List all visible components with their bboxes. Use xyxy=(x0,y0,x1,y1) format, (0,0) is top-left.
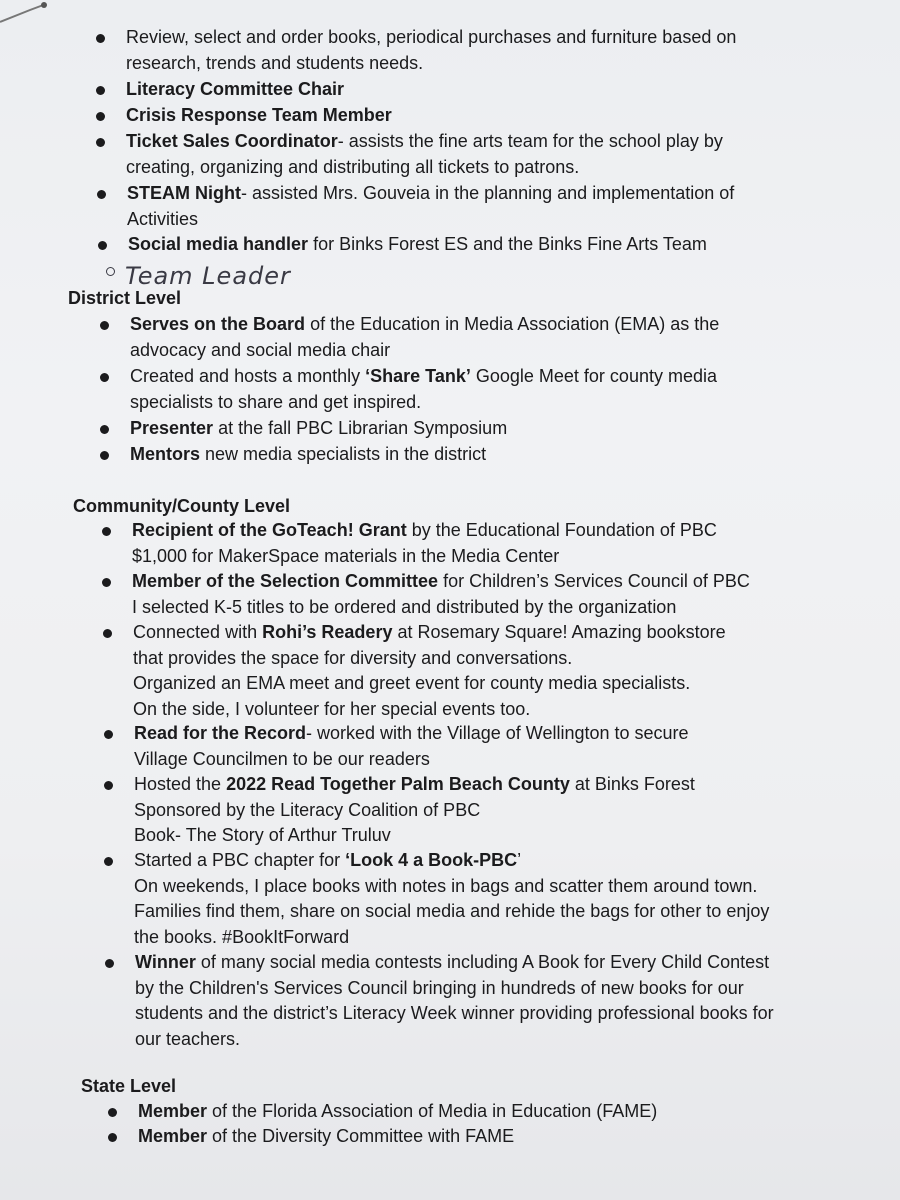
bold-text: Presenter xyxy=(130,418,214,438)
item-line xyxy=(138,1124,514,1150)
list-item xyxy=(134,772,695,849)
item-line xyxy=(132,569,750,595)
item-text: our teachers. xyxy=(135,1028,241,1049)
bold-text: Rohi’s Readery xyxy=(262,622,393,642)
bullet-icon xyxy=(98,241,107,250)
list-item xyxy=(138,1099,657,1125)
item-line xyxy=(134,823,695,849)
item-text: for Binks Forest ES and the Binks Fine Arts Team xyxy=(308,234,707,254)
bullet-icon xyxy=(96,112,105,121)
item-text: $1,000 for MakerSpace materials in the Media Center xyxy=(132,545,560,566)
bullet-icon xyxy=(105,959,114,968)
item-line xyxy=(134,874,769,900)
item-line xyxy=(130,338,719,364)
bold-text: Serves on the Board xyxy=(130,314,306,334)
item-text: Sponsored by the Literacy Coalition of PBC xyxy=(134,799,481,820)
bullet-icon xyxy=(104,857,113,866)
item-text: of the Florida Association of Media in Education (FAME) xyxy=(207,1101,658,1121)
item-line xyxy=(135,1027,774,1053)
list-item xyxy=(132,518,717,569)
bold-text: Literacy Committee Chair xyxy=(126,79,345,99)
item-line xyxy=(133,697,726,723)
item-line xyxy=(134,747,689,773)
item-line xyxy=(135,950,774,976)
item-text: Google Meet for county media xyxy=(470,366,717,386)
bullet-icon xyxy=(104,730,113,739)
bullet-icon xyxy=(108,1133,117,1142)
item-line xyxy=(127,207,734,233)
bullet-icon xyxy=(97,190,106,199)
item-text: Book- The Story of Arthur Truluv xyxy=(134,825,391,845)
item-line xyxy=(128,232,707,258)
item-line xyxy=(133,620,726,646)
list-item xyxy=(126,25,736,76)
district-heading: District Level xyxy=(68,288,182,308)
item-text: ’ xyxy=(517,850,522,870)
item-line xyxy=(126,25,736,51)
bold-text: Crisis Response Team Member xyxy=(126,105,392,125)
item-line xyxy=(132,595,750,621)
list-item xyxy=(130,364,717,415)
item-text: specialists to share and get inspired. xyxy=(130,391,422,412)
item-line xyxy=(135,1001,774,1027)
bold-text: Social media handler xyxy=(128,234,309,254)
item-text: of the Education in Media Association (EMA) as the xyxy=(305,314,720,334)
bullet-icon xyxy=(104,781,113,790)
list-item xyxy=(130,416,507,442)
item-text: Activities xyxy=(127,208,199,229)
list-item xyxy=(128,232,707,258)
item-text: of many social media contests including A Book for Every Child Contest xyxy=(195,952,770,972)
bold-text: Recipient of the GoTeach! Grant xyxy=(132,520,407,540)
bold-text: ‘Share Tank’ xyxy=(365,366,471,386)
list-item xyxy=(126,77,344,103)
item-text: at Binks Forest xyxy=(569,774,695,794)
bullet-icon xyxy=(96,86,105,95)
state-heading: State Level xyxy=(81,1076,177,1096)
item-line xyxy=(126,51,736,77)
item-text: advocacy and social media chair xyxy=(130,339,391,360)
item-line xyxy=(126,77,344,103)
item-line xyxy=(134,848,769,874)
list-item xyxy=(132,569,750,620)
item-text: by the Children's Services Council bringing in hundreds of new books for our xyxy=(135,977,744,998)
item-line xyxy=(130,312,719,338)
list-item xyxy=(138,1124,514,1150)
bold-text: Member xyxy=(138,1101,208,1121)
bold-text: Ticket Sales Coordinator xyxy=(126,131,338,151)
item-line xyxy=(132,544,717,570)
item-text: new media specialists in the district xyxy=(200,444,487,464)
item-text: at Rosemary Square! Amazing bookstore xyxy=(392,622,726,642)
bold-text: Read for the Record xyxy=(134,723,307,743)
list-item xyxy=(130,442,486,468)
item-text: for Children’s Services Council of PBC xyxy=(438,571,750,591)
item-text: Connected with xyxy=(133,622,263,642)
list-item xyxy=(130,312,719,363)
item-line xyxy=(130,390,717,416)
list-item xyxy=(134,848,769,950)
item-text: - assisted Mrs. Gouveia in the planning and implementation of xyxy=(241,183,735,203)
item-line xyxy=(126,103,392,129)
bullet-icon xyxy=(100,425,109,434)
bullet-icon xyxy=(102,527,111,536)
item-text: I selected K-5 titles to be ordered and distributed by the organization xyxy=(132,596,677,617)
list-item xyxy=(134,721,689,772)
item-text: Families find them, share on social media and rehide the bags for other to enjoy xyxy=(134,901,770,921)
item-line xyxy=(134,798,695,824)
item-text: of the Diversity Committee with FAME xyxy=(207,1126,515,1146)
item-text: On the side, I volunteer for her special events too. xyxy=(133,698,531,719)
bold-text: Member xyxy=(138,1126,208,1146)
item-line xyxy=(127,181,734,207)
item-line xyxy=(134,772,695,798)
item-text: at the fall PBC Librarian Symposium xyxy=(213,418,508,438)
list-item xyxy=(126,103,392,129)
item-line xyxy=(130,442,486,468)
bullet-icon xyxy=(100,451,109,460)
bold-text: 2022 Read Together Palm Beach County xyxy=(226,774,570,794)
item-text: Organized an EMA meet and greet event for county media specialists. xyxy=(133,673,691,693)
bullet-icon xyxy=(102,578,111,587)
bold-text: ‘Look 4 a Book-PBC xyxy=(345,850,518,870)
handwritten-text: Team Leader xyxy=(125,262,291,290)
bold-text: Member of the Selection Committee xyxy=(132,571,439,591)
item-line xyxy=(126,129,723,155)
bullet-icon xyxy=(100,321,109,330)
item-text: the books. #BookItForward xyxy=(134,926,350,947)
bold-text: STEAM Night xyxy=(127,183,241,203)
bullet-icon xyxy=(108,1108,117,1117)
list-item xyxy=(126,129,723,180)
item-line xyxy=(130,416,507,442)
item-line xyxy=(132,518,717,544)
item-text: - assists the fine arts team for the school play by xyxy=(337,131,723,151)
bullet-icon xyxy=(96,34,105,43)
item-line xyxy=(130,364,717,390)
item-text: - worked with the Village of Wellington to secure xyxy=(306,723,689,743)
item-line xyxy=(134,899,769,925)
item-text: Hosted the xyxy=(134,774,227,794)
item-line xyxy=(138,1099,657,1125)
item-text: Started a PBC chapter for xyxy=(134,850,346,870)
item-text: Review, select and order books, periodical purchases and furniture based on xyxy=(126,27,737,47)
handwritten-bullet xyxy=(106,267,115,276)
item-text: research, trends and students needs. xyxy=(126,52,424,73)
item-line xyxy=(133,671,726,697)
item-text: by the Educational Foundation of PBC xyxy=(406,520,717,540)
bold-text: Winner xyxy=(135,952,196,972)
item-text: Created and hosts a monthly xyxy=(130,366,366,386)
bullet-icon xyxy=(96,138,105,147)
item-text: that provides the space for diversity and conversations. xyxy=(133,647,573,668)
item-line xyxy=(135,976,774,1002)
item-line xyxy=(134,925,769,951)
item-line xyxy=(126,155,723,181)
list-item xyxy=(127,181,734,232)
item-text: On weekends, I place books with notes in bags and scatter them around town. xyxy=(134,875,758,896)
item-line xyxy=(133,646,726,672)
item-text: Village Councilmen to be our readers xyxy=(134,748,430,769)
handwritten-note xyxy=(106,262,291,290)
pen-mark xyxy=(0,0,70,26)
list-item xyxy=(133,620,726,722)
bold-text: Mentors xyxy=(130,444,201,464)
community-heading: Community/County Level xyxy=(73,496,291,516)
bullet-icon xyxy=(100,373,109,382)
item-text: students and the district’s Literacy Week winner providing professional books for xyxy=(135,1003,774,1023)
bullet-icon xyxy=(103,629,112,638)
item-line xyxy=(134,721,689,747)
item-text: creating, organizing and distributing all tickets to patrons. xyxy=(126,156,580,177)
list-item xyxy=(135,950,774,1052)
